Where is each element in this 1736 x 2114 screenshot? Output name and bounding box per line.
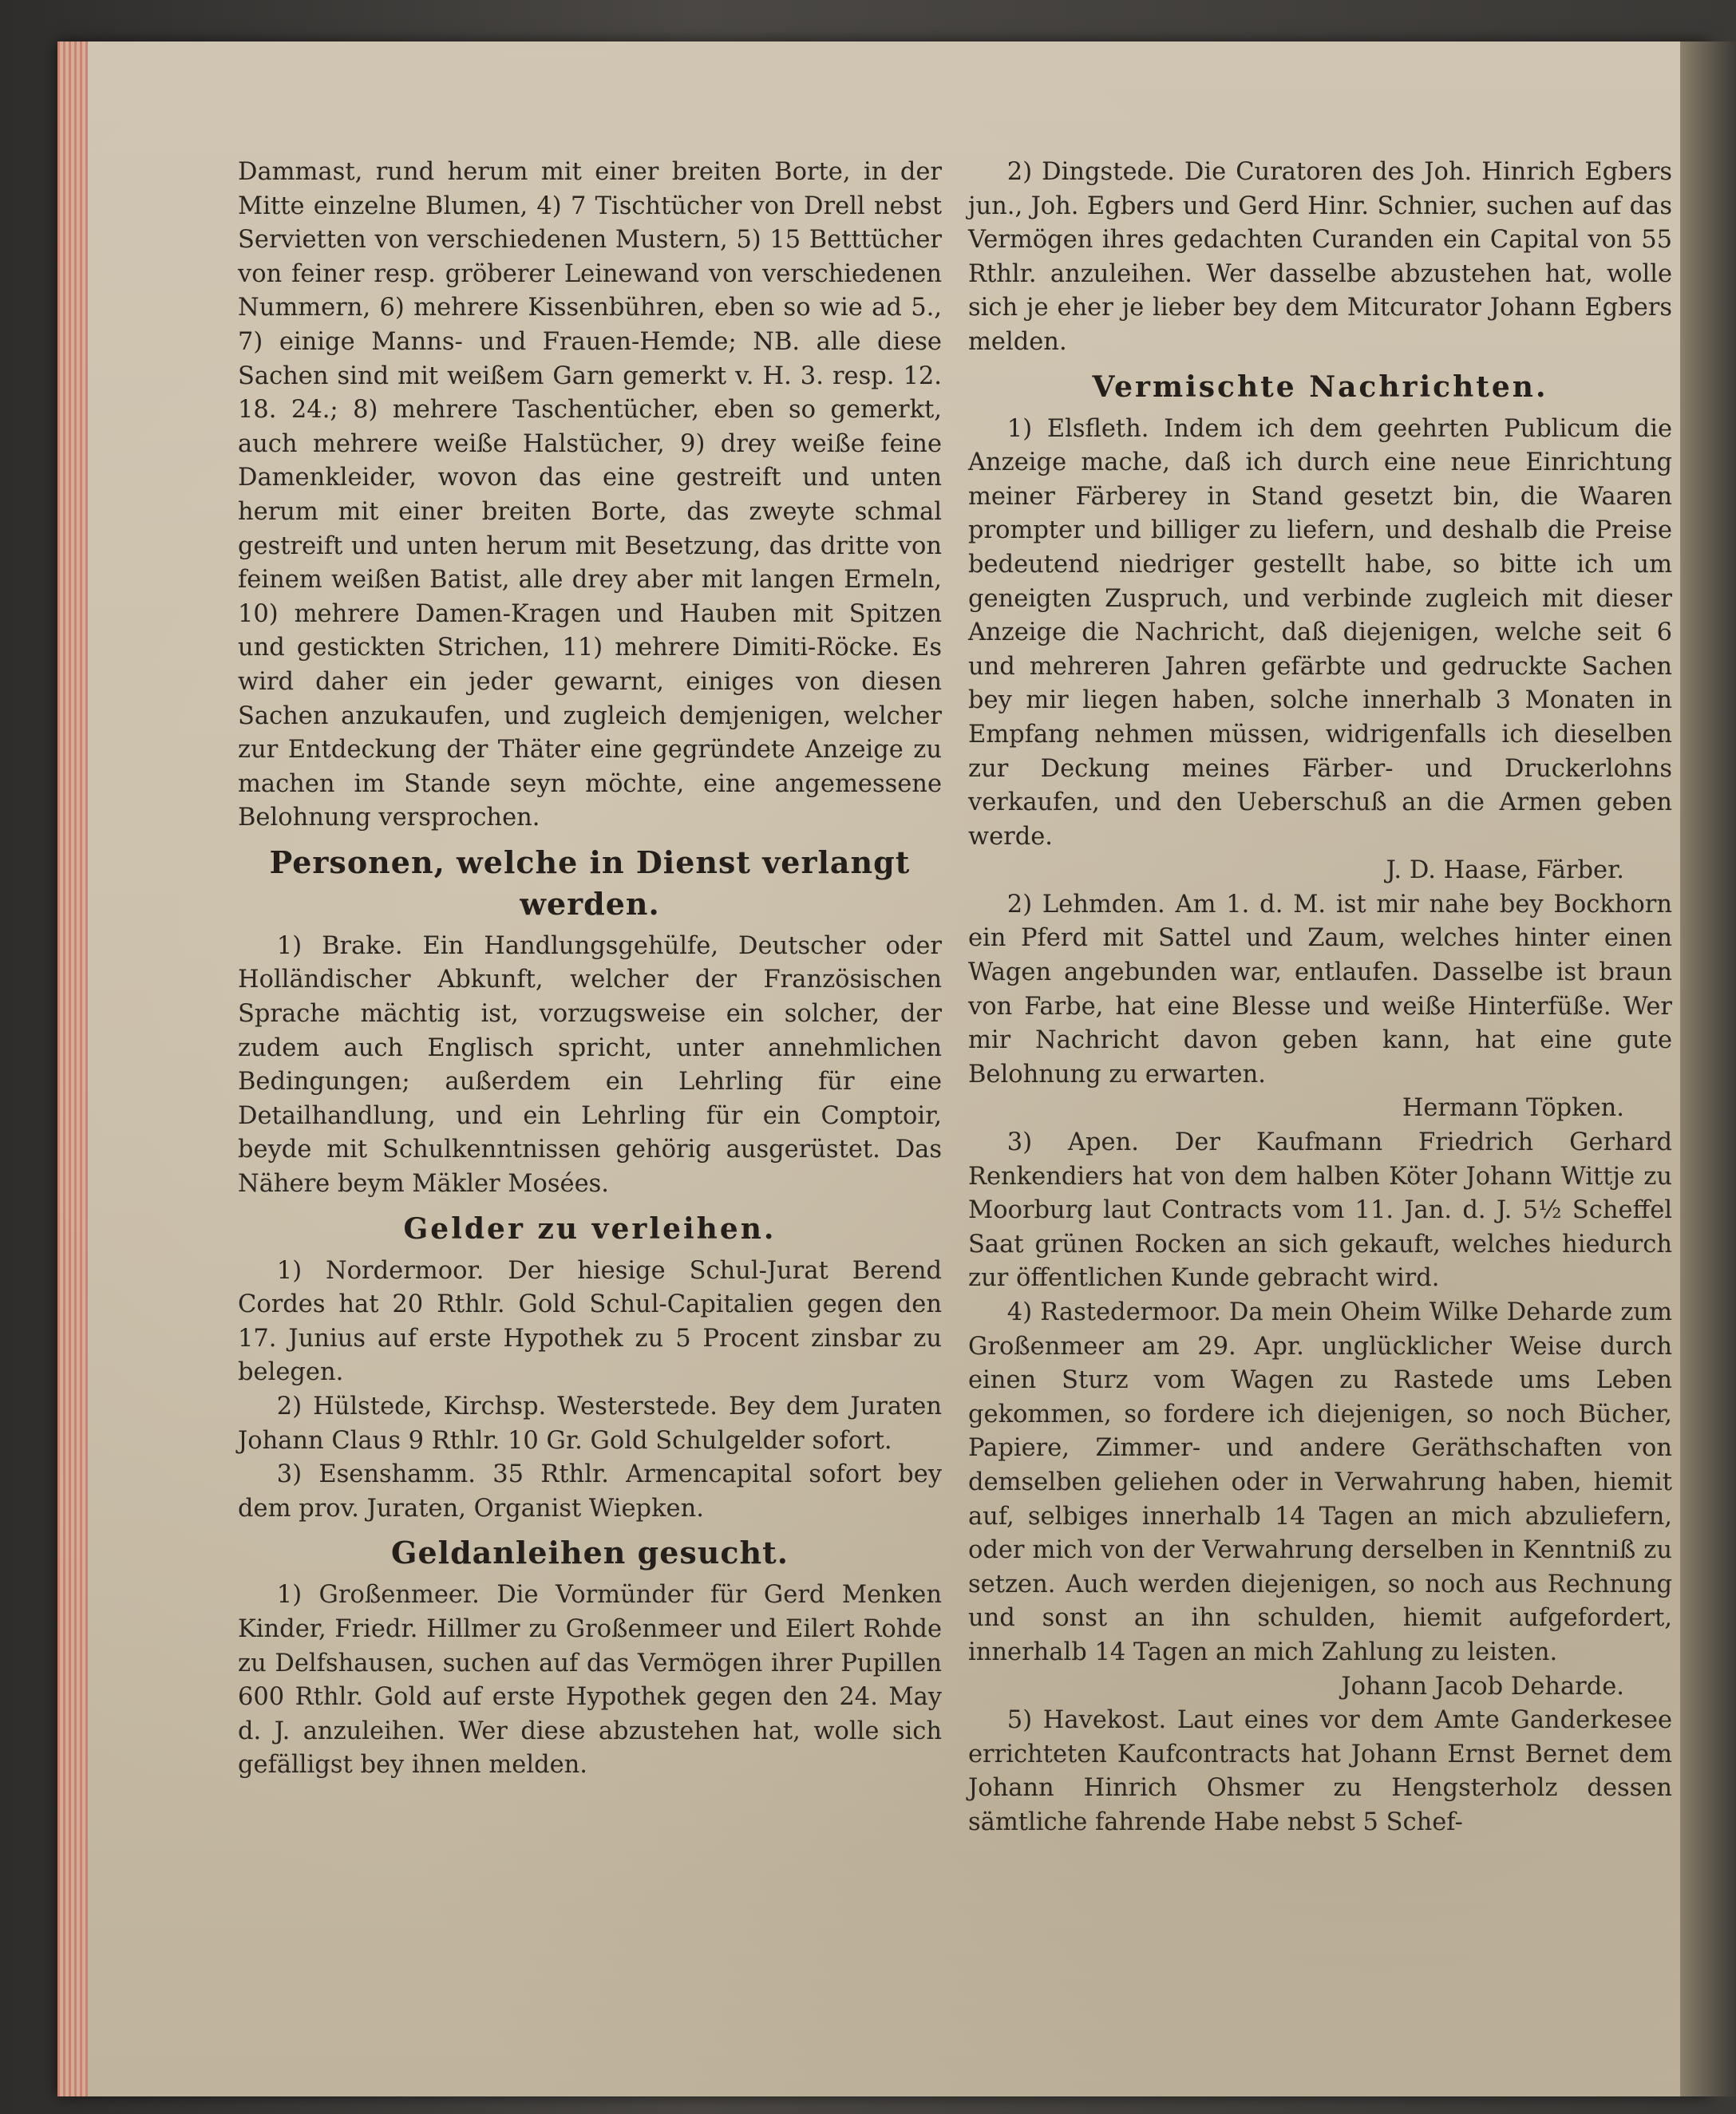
notice-apen: 3) Apen. Der Kaufmann Friedrich Gerhard Renkendiers hat von dem halben Köter Johann Wittje zu Moorburg laut Contracts vom 11. Jan. d. J. 5½ Scheffel Saat grünen Rocken an sich gekauft, welches hiedurch zur öffentlichen Kunde gebracht wird. bbox=[968, 1128, 1672, 1293]
paragraph-continued: Dammast, rund herum mit einer breiten Borte, in der Mitte einzelne Blumen, 4) 7 Tischtücher von Drell nebst Servietten von verschiedenen Mustern, 5) 15 Betttücher von feiner resp. gröberer Leinewand von verschiedenen Nummern, 6) mehrere Kissenbühren, eben so wie ad 5., 7) einige Manns- und Frauen-Hemde; NB. alle diese Sachen sind mit weißem Garn gemerkt v. H. 3. resp. 12. 18. 24.; 8) mehrere Taschentücher, eben so gemerkt, auch mehrere weiße Halstücher, 9) drey weiße feine Damenkleider, wovon das eine gestreift und unten herum mit einer breiten Borte, das zweyte schmal gestreift und unten herum mit Besetzung, das dritte von feinem weißen Batist, alle drey aber mit langen Ermeln, 10) mehrere Damen-Kragen und Hauben mit Spitzen und gestickten Strichen, 11) mehrere Dimiti-Röcke. Es wird daher ein jeder gewarnt, einiges von diesen Sachen anzukaufen, und zugleich demjenigen, welcher zur Entdeckung der Thäter eine gegründete Anzeige zu machen im Stande seyn möchte, eine angemessene Belohnung versprochen. bbox=[238, 158, 942, 832]
notice-esenshamm: 3) Esenshamm. 35 Rthlr. Armencapital sofort bey dem prov. Juraten, Organist Wiepken. bbox=[238, 1460, 942, 1523]
section-heading-money-to-lend: Gelder zu verleihen. bbox=[403, 1211, 777, 1246]
notice-elsfleth: 1) Elsfleth. Indem ich dem geehrten Publicum die Anzeige mache, daß ich durch eine neue Einrichtung meiner Färberey in Stand gesetzt bin, die Waaren prompter und billiger zu liefern, und deshalb die Preise bedeutend niedriger gestellt habe, so bitte ich um geneigten Zuspruch, und verbinde zugleich mit dieser Anzeige die Nachricht, daß diejenigen, welche seit 6 und mehreren Jahren gefärbte und gedruckte Sachen bey mir liegen haben, solche innerhalb 3 Monaten in Empfang nehmen müssen, widrigenfalls ich dieselben zur Deckung meines Färber- und Druckerlohns verkaufen, und den Ueberschuß an die Armen geben werde. bbox=[968, 414, 1672, 851]
notice-dingstede: 2) Dingstede. Die Curatoren des Joh. Hinrich Egbers jun., Joh. Egbers und Gerd Hinr. Schnier, suchen auf das Vermögen ihres gedachten Curanden ein Capital von 55 Rthlr. anzuleihen. Wer dasselbe abzustehen hat, wolle sich je eher je lieber bey dem Mitcurator Johann Egbers melden. bbox=[968, 158, 1672, 356]
notice-havekost: 5) Havekost. Laut eines vor dem Amte Ganderkesee errichteten Kaufcontracts hat Johann Ernst Bernet dem Johann Hinrich Ohsmer zu Hengsterholz dessen sämtliche fahrende Habe nebst 5 Schef- bbox=[968, 1706, 1672, 1836]
notice-grossenmeer: 1) Großenmeer. Die Vormünder für Gerd Menken Kinder, Friedr. Hillmer zu Großenmeer und Eilert Rohde zu Delfshausen, suchen auf das Vermögen ihrer Pupillen 600 Rthlr. Gold auf erste Hypothek gegen den 24. May d. J. anzuleihen. Wer diese abzustehen hat, wolle sich gefälligst bey ihnen melden. bbox=[238, 1581, 942, 1780]
book-gutter bbox=[1680, 41, 1736, 2096]
signature-haase: J. D. Haase, Färber. bbox=[1386, 856, 1624, 885]
notice-huelstede: 2) Hülstede, Kirchsp. Westerstede. Bey dem Juraten Johann Claus 9 Rthlr. 10 Gr. Gold Schulgelder sofort. bbox=[238, 1393, 942, 1455]
notice-nordermoor: 1) Nordermoor. Der hiesige Schul-Jurat Berend Cordes hat 20 Rthlr. Gold Schul-Capitalien gegen den 17. Junius auf erste Hypothek zu 5 Procent zinsbar zu belegen. bbox=[238, 1256, 942, 1387]
page-edge-stack bbox=[57, 41, 88, 2096]
section-heading-loans-sought: Geldanleihen gesucht. bbox=[391, 1535, 789, 1571]
left-column bbox=[238, 156, 942, 1783]
notice-brake: 1) Brake. Ein Handlungsgehülfe, Deutscher oder Holländischer Abkunft, welcher der Französischen Sprache mächtig ist, vorzugsweise ein solcher, der zudem auch Englisch spricht, unter annehmlichen Bedingungen; außerdem ein Lehrling für eine Detailhandlung, und ein Lehrling für ein Comptoir, beyde mit Schulkenntnissen gehörig ausgerüstet. Das Nähere beym Mäkler Mosées. bbox=[238, 931, 942, 1199]
section-heading-personnel-wanted: Personen, welche in Dienst verlangt werden. bbox=[269, 844, 911, 922]
right-column bbox=[968, 156, 1672, 1840]
signature-deharde: Johann Jacob Deharde. bbox=[1341, 1672, 1624, 1701]
notice-rastedermoor: 4) Rastedermoor. Da mein Oheim Wilke Deharde zum Großenmeer am 29. Apr. unglücklicher Weise durch einen Sturz vom Wagen zu Rastede ums Leben gekommen, so fordere ich diejenigen, so noch Bücher, Papiere, Zimmer- und andere Geräthschaften von demselben geliehen oder in Verwahrung haben, hiemit auf, selbiges innerhalb 14 Tagen an mich abzuliefern, oder mich von der Verwahrung derselben in Kenntniß zu setzen. Auch werden diejenigen, so noch aus Rechnung und sonst an ihn schulden, hiemit aufgefordert, innerhalb 14 Tagen an mich Zahlung zu leisten. bbox=[968, 1298, 1672, 1666]
signature-toepken: Hermann Töpken. bbox=[1402, 1094, 1624, 1123]
section-heading-miscellaneous-news: Vermischte Nachrichten. bbox=[1092, 369, 1548, 404]
notice-lehmden: 2) Lehmden. Am 1. d. M. ist mir nahe bey Bockhorn ein Pferd mit Sattel und Zaum, welches hinter einen Wagen angebunden war, entlaufen. Dasselbe ist braun von Farbe, hat eine Blesse und weiße Hinterfüße. Wer mir Nachricht davon geben kann, hat eine gute Belohnung zu erwarten. bbox=[968, 890, 1672, 1089]
